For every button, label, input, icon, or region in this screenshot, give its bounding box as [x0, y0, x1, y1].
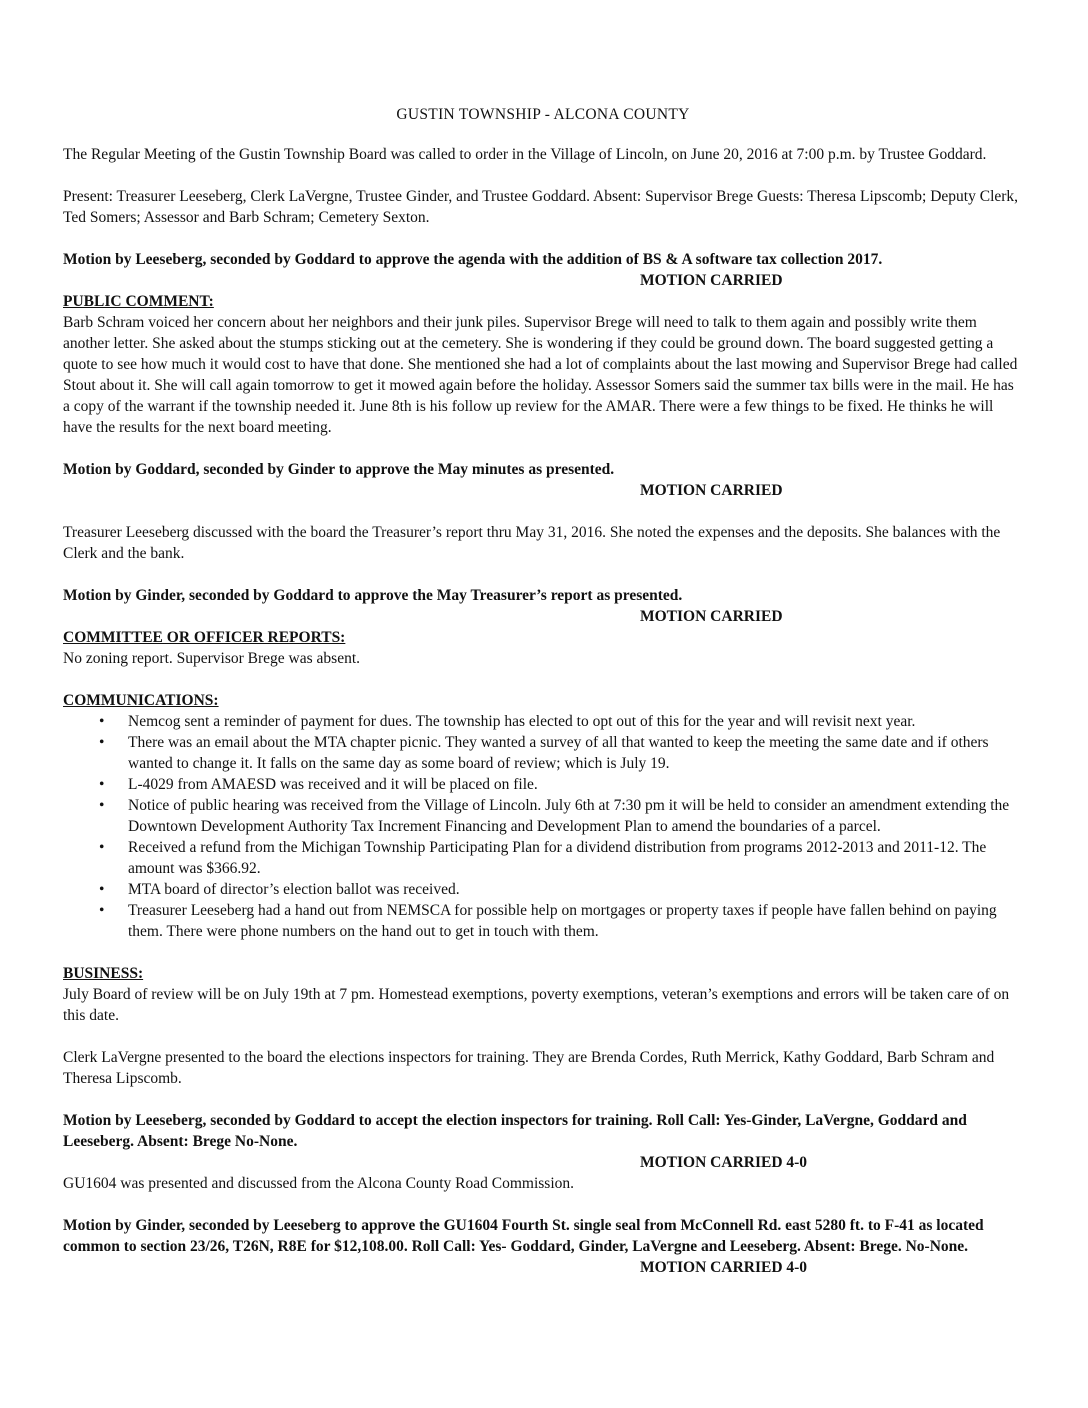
business-heading: BUSINESS: [63, 965, 144, 982]
communication-item: • Received a refund from the Michigan Township Participating Plan for a dividend distribution from programs 2012-2013 and 2011-12. The amount was $366.92. [63, 837, 1023, 879]
board-of-review-text: July Board of review will be on July 19th at 7 pm. Homestead exemptions, poverty exemptions, veteran’s exemptions and errors will be taken care of on this date. [63, 986, 1010, 1024]
motion-treasurer: Motion by Ginder, seconded by Goddard to approve the May Treasurer’s report as presented. [63, 587, 683, 604]
attendance-paragraph: Present: Treasurer Leeseberg, Clerk LaVergne, Trustee Ginder, and Trustee Goddard. Absent: Supervisor Brege Guests: Theresa Lipscomb; Deputy Clerk, Ted Somers; Assessor and Barb Schram; Cemetery Sexton. [63, 188, 1019, 226]
communication-item: • L-4029 from AMAESD was received and it will be placed on file. [63, 774, 1023, 795]
gu1604-text: GU1604 was presented and discussed from the Alcona County Road Commission. [63, 1175, 575, 1192]
motion-agenda: Motion by Leeseberg, seconded by Goddard to approve the agenda with the addition of BS & A software tax collection 2017. [63, 251, 883, 268]
communication-item: • MTA board of director’s election ballot was received. [63, 879, 1023, 900]
committee-heading: COMMITTEE OR OFFICER REPORTS: [63, 629, 346, 646]
communication-item: • Treasurer Leeseberg had a hand out from NEMSCA for possible help on mortgages or property taxes if people have fallen behind on paying them. There were phone numbers on the hand out to get in touch with them. [63, 900, 1023, 942]
public-comment-text: Barb Schram voiced her concern about her neighbors and their junk piles. Supervisor Brege will need to talk to them again and possibly write them another letter. She asked about the stumps sticking out at the cemetery. She is wondering if they could be ground down. The board suggested getting a quote to see how much it would cost to have that done. She mentioned she had a lot of complaints about the last mowing and Supervisor Brege had called Stout about it. She will call again tomorrow to get it mowed again before the holiday. Assessor Somers said the summer tax bills were in the mail. He has a copy of the warrant if the township needed it. June 8th is his follow up review for the AMAR. There were a few things to be fixed. He thinks he will have the results for the next board meeting. [63, 314, 1018, 436]
committee-text: No zoning report. Supervisor Brege was absent. [63, 650, 361, 667]
communication-item: • Nemcog sent a reminder of payment for dues. The township has elected to opt out of this for the year and will revisit next year. [63, 711, 1023, 732]
motion-carried-minutes: MOTION CARRIED [640, 482, 783, 499]
opening-paragraph: The Regular Meeting of the Gustin Township Board was called to order in the Village of Lincoln, on June 20, 2016 at 7:00 p.m. by Trustee Goddard. [63, 146, 987, 163]
motion-inspectors: Motion by Leeseberg, seconded by Goddard to accept the election inspectors for training. Roll Call: Yes-Ginder, LaVergne, Goddard and Leeseberg. Absent: Brege No-None. [63, 1112, 967, 1150]
public-comment-heading: PUBLIC COMMENT: [63, 293, 214, 310]
motion-carried-inspectors: MOTION CARRIED 4-0 [640, 1154, 808, 1171]
motion-carried-treasurer: MOTION CARRIED [640, 608, 783, 625]
treasurer-report-text: Treasurer Leeseberg discussed with the board the Treasurer’s report thru May 31, 2016. She noted the expenses and the deposits. She balances with the Clerk and the bank. [63, 524, 1001, 562]
communication-item: • There was an email about the MTA chapter picnic. They wanted a survey of all that wanted to keep the meeting the same date and if others wanted to change it. It falls on the same day as some board of review; which is July 19. [63, 732, 1023, 774]
document-title: GUSTIN TOWNSHIP - ALCONA COUNTY [396, 106, 690, 123]
meeting-minutes-page [63, 104, 1023, 1278]
communication-item: • Notice of public hearing was received from the Village of Lincoln. July 6th at 7:30 pm it will be held to consider an amendment extending the Downtown Development Authority Tax Increment Financing and Development Plan to amend the boundaries of a parcel. [63, 795, 1023, 837]
motion-carried-agenda: MOTION CARRIED [640, 272, 783, 289]
communications-heading: COMMUNICATIONS: [63, 692, 219, 709]
motion-carried-gu1604: MOTION CARRIED 4-0 [640, 1259, 808, 1276]
inspectors-text: Clerk LaVergne presented to the board the elections inspectors for training. They are Brenda Cordes, Ruth Merrick, Kathy Goddard, Barb Schram and Theresa Lipscomb. [63, 1049, 995, 1087]
communications-list [63, 711, 1023, 942]
motion-gu1604: Motion by Ginder, seconded by Leeseberg to approve the GU1604 Fourth St. single seal from McConnell Rd. east 5280 ft. to F-41 as located common to section 23/26, T26N, R8E for $12,108.00. Roll Call: Yes- Goddard, Ginder, LaVergne and Leeseberg. Absent: Brege. No-None. [63, 1217, 984, 1255]
motion-minutes: Motion by Goddard, seconded by Ginder to approve the May minutes as presented. [63, 461, 615, 478]
